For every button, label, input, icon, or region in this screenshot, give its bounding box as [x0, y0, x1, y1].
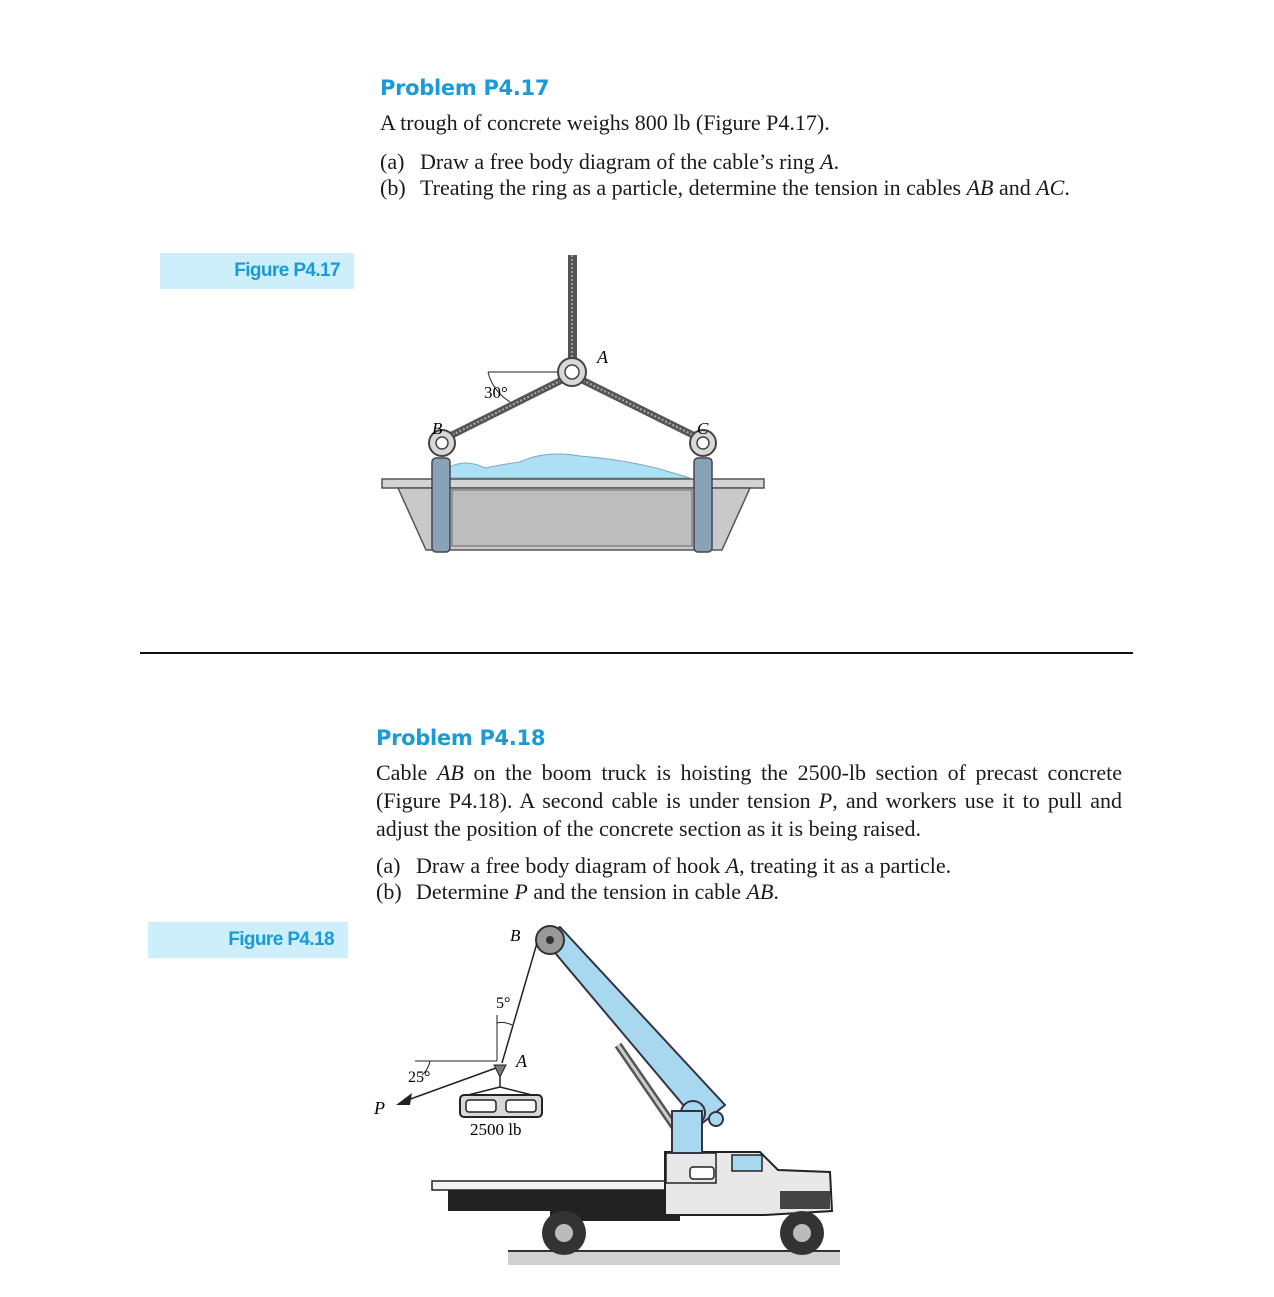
section-divider: [140, 652, 1133, 654]
load-label: 2500 lb: [470, 1120, 522, 1139]
problem-417-part-a: [380, 149, 1102, 175]
part-label: (a): [376, 853, 401, 878]
problem-417-title: Problem P4.17: [380, 76, 550, 100]
part-text: Draw a free body diagram of the cable’s ring A.: [420, 149, 840, 174]
figure-417-illustration: [370, 250, 780, 560]
point-a-label: A: [597, 347, 608, 367]
angle-5-label: 5°: [496, 995, 511, 1012]
part-label: (a): [380, 149, 405, 174]
point-c-label: C: [697, 419, 709, 438]
truck-bed: [432, 1181, 668, 1190]
angle-25-label: 25°: [408, 1069, 431, 1086]
problem-417-intro: A trough of concrete weighs 800 lb (Figure P4.17).: [380, 110, 830, 135]
concrete-load: [448, 454, 690, 478]
part-label: (b): [380, 175, 406, 200]
part-text: Treating the ring as a particle, determine the tension in cables AB and AC.: [420, 175, 1070, 200]
problem-418-title: Problem P4.18: [376, 726, 546, 750]
part-label: (b): [376, 879, 402, 904]
angle-label: 30°: [484, 383, 508, 402]
force-p-arrow: [396, 1093, 412, 1105]
hook-a: [494, 1065, 506, 1077]
strap-right: [694, 458, 712, 552]
cab-window: [732, 1155, 762, 1171]
figure-418-illustration: [360, 915, 850, 1280]
problem-418-part-a: [376, 853, 1122, 879]
force-p-label: P: [374, 1098, 385, 1118]
strap-left: [432, 458, 450, 552]
problem-418-part-b: [376, 879, 1122, 905]
figure-418-label: Figure P4.18: [148, 922, 348, 958]
figure-417-label: Figure P4.17: [160, 253, 354, 289]
part-text: Determine P and the tension in cable AB.: [416, 879, 779, 904]
point-b-label: B: [510, 926, 521, 945]
problem-417-part-b: [380, 175, 1102, 201]
part-text: Draw a free body diagram of hook A, treating it as a particle.: [416, 853, 952, 878]
boom: [540, 927, 725, 1125]
point-a-label: A: [516, 1051, 527, 1071]
problem-418-parts: [376, 853, 1122, 905]
problem-418-intro: Cable AB on the boom truck is hoisting the 2500-lb section of precast concrete (Figure P4.18). A second cable is under tension P, and workers use it to pull and adjust the position of the concrete section as it is being raised.: [376, 760, 1122, 841]
problem-417-parts: [380, 149, 1102, 201]
point-b-label: B: [432, 419, 443, 438]
